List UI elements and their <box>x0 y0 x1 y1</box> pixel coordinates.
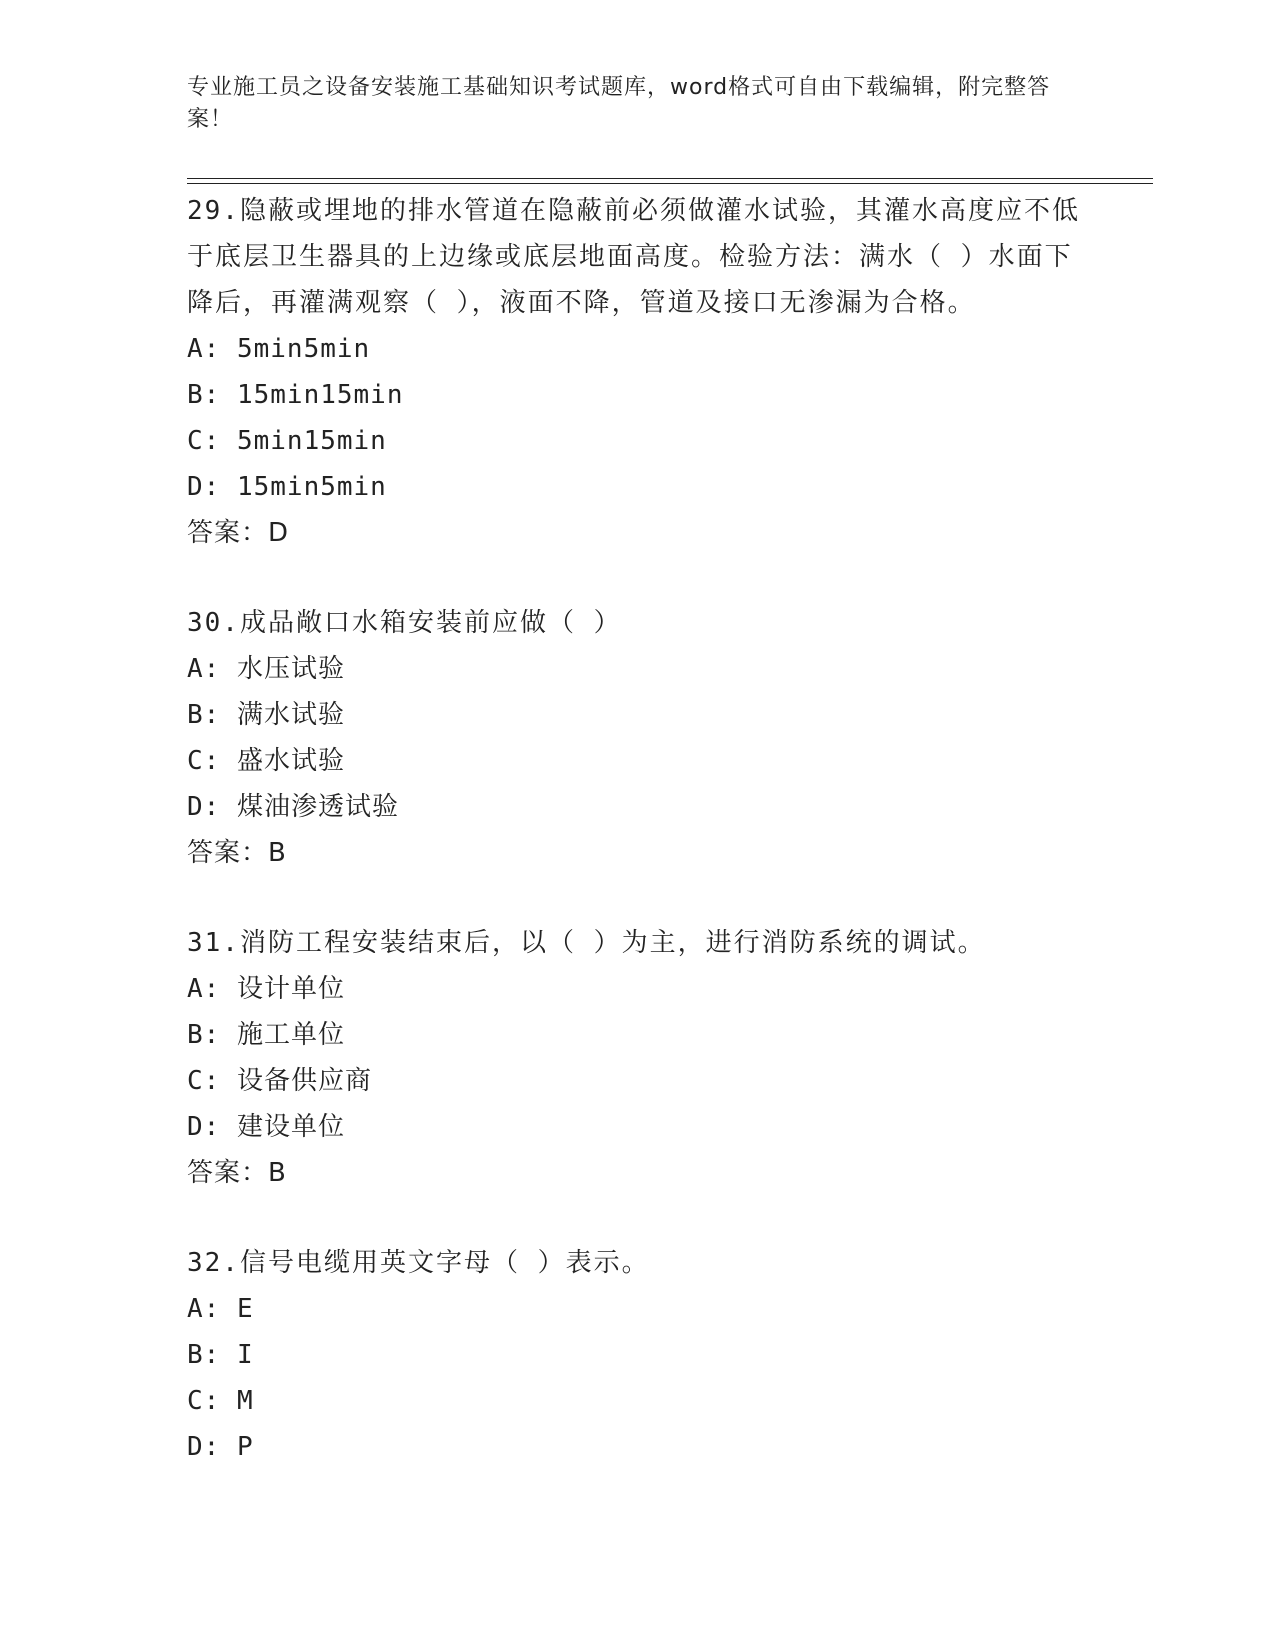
option-c: C: 盛水试验 <box>187 746 345 776</box>
document-header: 专业施工员之设备安装施工基础知识考试题库，word格式可自由下载编辑，附完整答案！ <box>187 75 1051 132</box>
option-b: B: 施工单位 <box>187 1020 345 1050</box>
answer-line: 答案：D <box>187 518 290 548</box>
option-b: B: 满水试验 <box>187 700 345 730</box>
question-stem: 29.隐蔽或埋地的排水管道在隐蔽前必须做灌水试验，其灌水高度应不低于底层卫生器具的上边缘或底层地面高度。检验方法：满水（ ）水面下降后，再灌满观察（ ），液面不降，管道及接口无渗漏为合格。 <box>187 196 1080 318</box>
option-c: C: 5min15min <box>187 426 387 456</box>
question-stem: 30.成品敞口水箱安装前应做（ ） <box>187 608 622 638</box>
option-d: D: 建设单位 <box>187 1112 345 1142</box>
option-a: A: 水压试验 <box>187 654 345 684</box>
answer-line: 答案：B <box>187 838 287 868</box>
question-32 <box>187 1240 1087 1470</box>
option-d: D: P <box>187 1432 254 1462</box>
question-stem: 31.消防工程安装结束后，以（ ）为主，进行消防系统的调试。 <box>187 928 986 958</box>
option-b: B: 15min15min <box>187 380 404 410</box>
option-a: A: 5min5min <box>187 334 371 364</box>
option-b: B: I <box>187 1340 254 1370</box>
option-c: C: 设备供应商 <box>187 1066 372 1096</box>
option-d: D: 煤油渗透试验 <box>187 792 399 822</box>
answer-line: 答案：B <box>187 1158 287 1188</box>
option-c: C: M <box>187 1386 254 1416</box>
option-a: A: 设计单位 <box>187 974 345 1004</box>
option-a: A: E <box>187 1294 254 1324</box>
question-stem: 32.信号电缆用英文字母（ ）表示。 <box>187 1248 650 1278</box>
question-29 <box>187 188 1087 556</box>
question-30 <box>187 600 1087 876</box>
question-31 <box>187 920 1087 1196</box>
header-divider-top <box>187 178 1153 179</box>
header-divider-bottom <box>187 183 1153 184</box>
option-d: D: 15min5min <box>187 472 387 502</box>
